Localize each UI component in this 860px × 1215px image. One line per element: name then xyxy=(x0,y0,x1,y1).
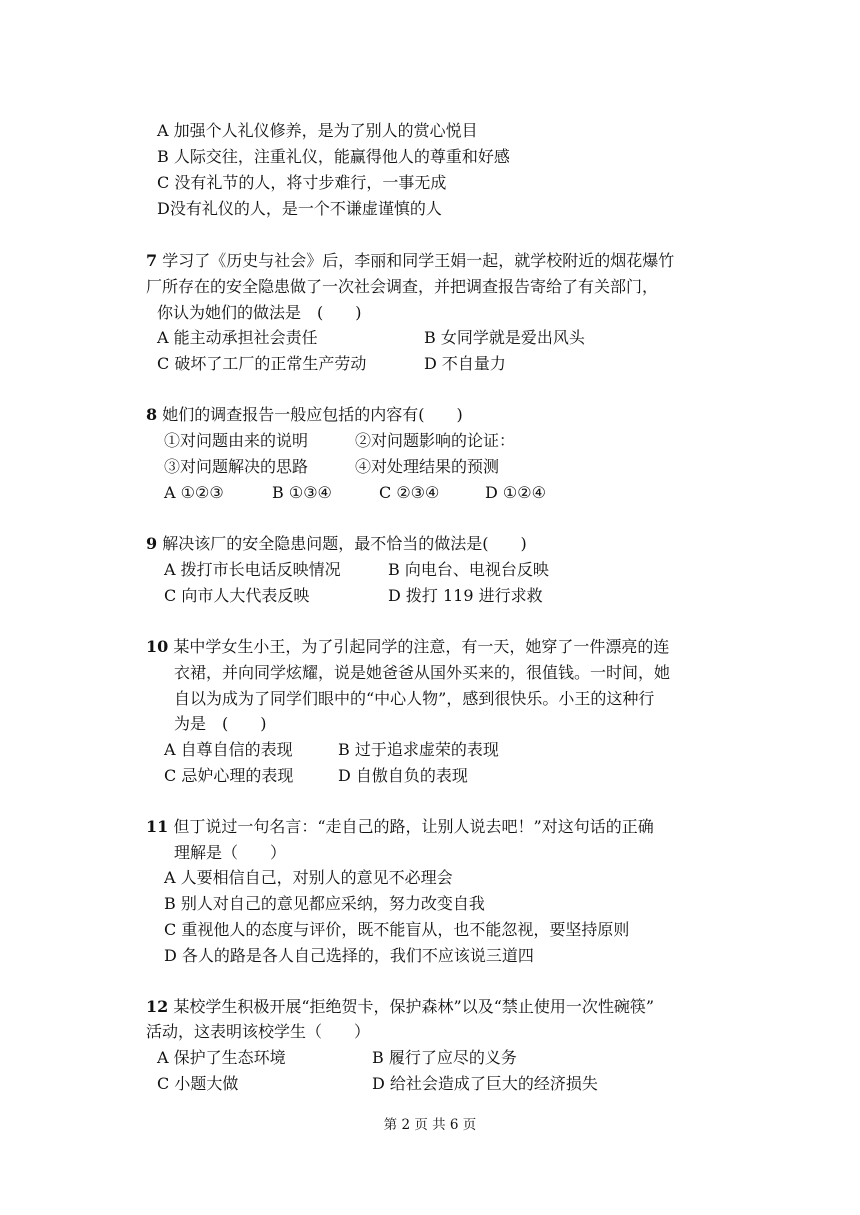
q11-stem-line-1 xyxy=(146,817,654,837)
q8-option-a: A ①②③ xyxy=(164,483,224,502)
q7-number: 7 xyxy=(146,251,158,270)
q8-item-3: ③对问题解决的思路 xyxy=(164,457,309,476)
q11-option-c: C 重视他人的态度与评价，既不能盲从，也不能忽视，要坚持原则 xyxy=(164,920,630,939)
q12-option-b: B 履行了应尽的义务 xyxy=(372,1048,517,1067)
q9-option-c: C 向市人大代表反映 xyxy=(164,586,310,605)
q7-stem-line-3: 你认为她们的做法是 ( ) xyxy=(157,303,362,322)
q8-option-c: C ②③④ xyxy=(379,483,440,502)
q6-option-c: C 没有礼节的人，将寸步难行，一事无成 xyxy=(157,173,447,192)
q8-item-2: ②对问题影响的论证： xyxy=(355,431,516,450)
q10-stem-line-1 xyxy=(146,637,669,657)
q11-stem-line-2: 理解是（ ） xyxy=(174,843,287,862)
q10-number: 10 xyxy=(146,637,169,656)
q7-stem-line-1 xyxy=(146,251,674,271)
q9-stem-text: 解决该厂的安全隐患问题，最不恰当的做法是( ) xyxy=(162,534,527,553)
q8-stem-text: 她们的调查报告一般应包括的内容有( ) xyxy=(162,405,463,424)
q7-option-c: C 破坏了工厂的正常生产劳动 xyxy=(157,354,367,373)
q6-option-d: D没有礼仪的人，是一个不谦虚谨慎的人 xyxy=(157,199,442,218)
q11-option-b: B 别人对自己的意见都应采纳，努力改变自我 xyxy=(164,894,485,913)
q12-stem-line-2: 活动，这表明该校学生（ ） xyxy=(146,1022,371,1041)
q6-option-b: B 人际交往，注重礼仪，能赢得他人的尊重和好感 xyxy=(157,147,510,166)
q7-option-b: B 女同学就是爱出风头 xyxy=(424,328,585,347)
q10-option-d: D 自傲自负的表现 xyxy=(338,766,468,785)
q9-stem xyxy=(146,534,527,554)
q7-option-d: D 不自量力 xyxy=(424,354,506,373)
q11-number: 11 xyxy=(146,817,169,836)
q11-option-d: D 各人的路是各人自己选择的，我们不应该说三道四 xyxy=(164,946,534,965)
q8-number: 8 xyxy=(146,405,158,424)
q10-stem-text-1: 某中学女生小王，为了引起同学的注意，有一天，她穿了一件漂亮的连 xyxy=(173,637,670,656)
q9-option-a: A 拨打市长电话反映情况 xyxy=(164,560,341,579)
q8-option-b: B ①③④ xyxy=(272,483,332,502)
q11-option-a: A 人要相信自己，对别人的意见不必理会 xyxy=(164,868,453,887)
q10-option-a: A 自尊自信的表现 xyxy=(164,740,293,759)
q12-stem-line-1 xyxy=(146,997,654,1017)
q12-stem-text-1: 某校学生积极开展“拒绝贺卡，保护森林”以及“禁止使用一次性碗筷” xyxy=(173,997,655,1016)
q8-option-d: D ①②④ xyxy=(485,483,546,502)
q10-stem-line-2: 衣裙，并向同学炫耀，说是她爸爸从国外买来的，很值钱。一时间，她 xyxy=(174,663,671,682)
q6-option-a: A 加强个人礼仪修养，是为了别人的赏心悦目 xyxy=(157,121,478,140)
q12-option-c: C 小题大做 xyxy=(157,1074,239,1093)
q9-option-d: D 拨打 119 进行求救 xyxy=(388,586,543,605)
q9-option-b: B 向电台、电视台反映 xyxy=(388,560,549,579)
q9-number: 9 xyxy=(146,534,158,553)
page-footer: 第 2 页 共 6 页 xyxy=(383,1117,477,1133)
q10-stem-line-4: 为是 ( ) xyxy=(174,714,267,733)
q8-stem xyxy=(146,405,463,425)
q12-number: 12 xyxy=(146,997,169,1016)
q10-option-b: B 过于追求虚荣的表现 xyxy=(338,740,499,759)
q8-item-1: ①对问题由来的说明 xyxy=(164,431,309,450)
q8-item-4: ④对处理结果的预测 xyxy=(355,457,500,476)
q12-option-a: A 保护了生态环境 xyxy=(157,1048,286,1067)
q12-option-d: D 给社会造成了巨大的经济损失 xyxy=(372,1074,598,1093)
q10-stem-line-3: 自以为成为了同学们眼中的“中心人物”，感到很快乐。小王的这种行 xyxy=(174,689,655,708)
q7-option-a: A 能主动承担社会责任 xyxy=(157,328,318,347)
q7-stem-text-1: 学习了《历史与社会》后，李丽和同学王娟一起，就学校附近的烟花爆竹 xyxy=(162,251,675,270)
q7-stem-line-2: 厂所存在的安全隐患做了一次社会调查，并把调查报告寄给了有关部门， xyxy=(146,277,659,296)
q10-option-c: C 忌妒心理的表现 xyxy=(164,766,294,785)
q11-stem-text-1: 但丁说过一句名言：“走自己的路，让别人说去吧！”对这句话的正确 xyxy=(173,817,654,836)
